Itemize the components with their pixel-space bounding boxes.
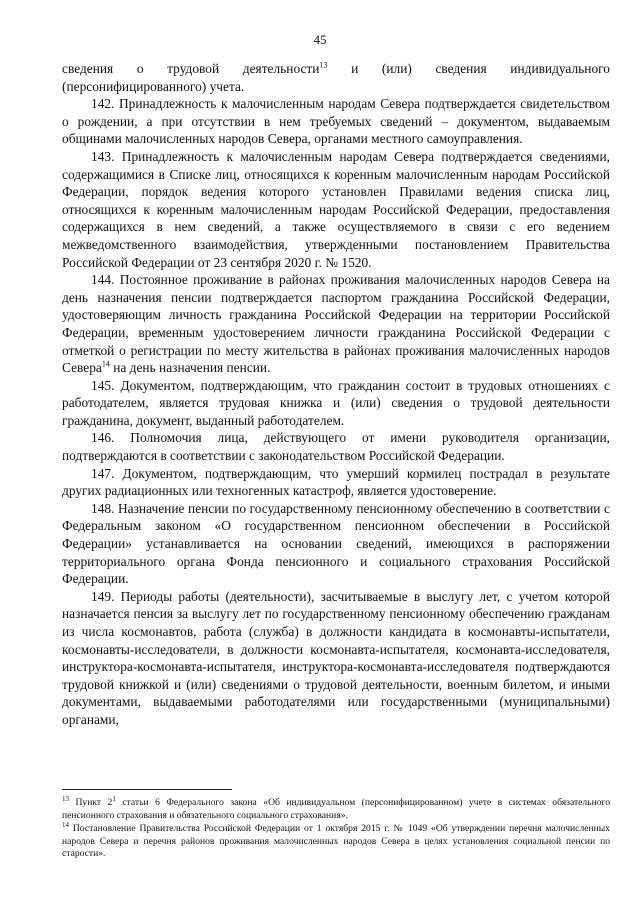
footnote-divider	[62, 789, 232, 790]
paragraph-142: 142. Принадлежность к малочисленным народам Севера подтверждается свидетельством о рождении, а при отсутствии в нем требуемых сведений – документом, выдаваемым общинами малочисленных народов Севера, органами местного самоуправления.	[62, 96, 610, 147]
footnote-mark: 13	[62, 794, 69, 803]
footnote-text: Постановление Правительства Российской Федерации от 1 октября 2015 г. № 1049 «Об утверждении перечня малочисленных народов Севера и перечня районов проживания малочисленных народов Севера в целях установления социальной пенсии по старости».	[62, 823, 610, 860]
page-number: 45	[313, 32, 327, 47]
paragraph-continuation	[62, 60, 610, 95]
paragraph-149: 149. Периоды работы (деятельности), засчитываемые в выслугу лет, с учетом которой назначается пенсия за выслугу лет по государственному пенсионному обеспечению гражданам из числа космонавтов, работа (служба) в должности кандидата в космонавты-испытатели, космонавты-исследователи, в должности космонавта-испытателя, космонавта-исследователя, инструктора-космонавта-испытателя, инструктора-космонавта-исследователя подтверждаются трудовой книжкой и (или) сведениями о трудовой деятельности, военным билетом, и иными документами, выдаваемыми работодателями или государственными (муниципальными) органами,	[62, 588, 610, 727]
footnote-13	[62, 794, 610, 822]
footnote-reference: 14	[101, 359, 110, 369]
paragraph-148: 148. Назначение пенсии по государственному пенсионному обеспечению в соответствии с Федеральным законом «О государственном пенсионном обеспечении в Российской Федерации» устанавливается на основании сведений, имеющихся в распоряжении территориального органа Фонда пенсионного и социального страхования Российской Федерации.	[62, 500, 610, 587]
paragraph-text-tail: и (или) сведения индивидуального (персонифицированного) учета.	[62, 61, 610, 94]
paragraph-146: 146. Полномочия лица, действующего от имени руководителя организации, подтверждаются в соответствии с законодательством Российской Федерации.	[62, 430, 610, 464]
paragraph-145: 145. Документом, подтверждающим, что гражданин состоит в трудовых отношениях с работодателем, является трудовая книжка и (или) сведения о трудовой деятельности гражданина, документ, выданный работодателем.	[62, 377, 610, 428]
footnote-text-tail: статьи 6 Федерального закона «Об индивидуальном (персонифицированном) учете в системах обязательного пенсионного страхования и обязательного социального страхования».	[62, 797, 610, 821]
paragraph-144	[62, 271, 610, 377]
paragraph-143: 143. Принадлежность к малочисленным народам Севера подтверждается сведениями, содержащимися в Списке лиц, относящихся к коренным малочисленным народам Российской Федерации, порядок ведения которого установлен Правилами ведения списка лиц, относящихся к коренным малочисленным народам Российской Федерации, предоставления содержащихся в нем сведений, а также осуществляемого в связи с его ведением межведомственного взаимодействия, утвержденными постановлением Правительства Российской Федерации от 23 сентября 2020 г. № 1520.	[62, 148, 610, 270]
footnote-text: Пункт 2	[69, 797, 113, 808]
paragraph-text: сведения о трудовой деятельности	[62, 61, 320, 76]
paragraph-text: 144. Постоянное проживание в районах проживания малочисленных народов Севера на день назначения пенсии подтверждается паспортом гражданина Российской Федерации, удостоверяющим личность гражданина Российской Федерации на территории Российской Федерации, временным удостоверением личности гражданина Российской Федерации с отметкой о регистрации по месту жительства в районах проживания малочисленных народов Севера	[62, 272, 610, 376]
document-body	[62, 60, 610, 729]
footnotes	[62, 794, 610, 862]
paragraph-147: 147. Документом, подтверждающим, что умерший кормилец пострадал в результате других радиационных или техногенных катастроф, является удостоверение.	[62, 465, 610, 499]
footnote-superscript: 1	[112, 794, 116, 803]
footnote-reference: 13	[319, 60, 328, 70]
footnote-mark: 14	[62, 821, 69, 829]
footnote-14	[62, 823, 610, 861]
paragraph-text-tail: на день назначения пенсии.	[109, 360, 271, 376]
